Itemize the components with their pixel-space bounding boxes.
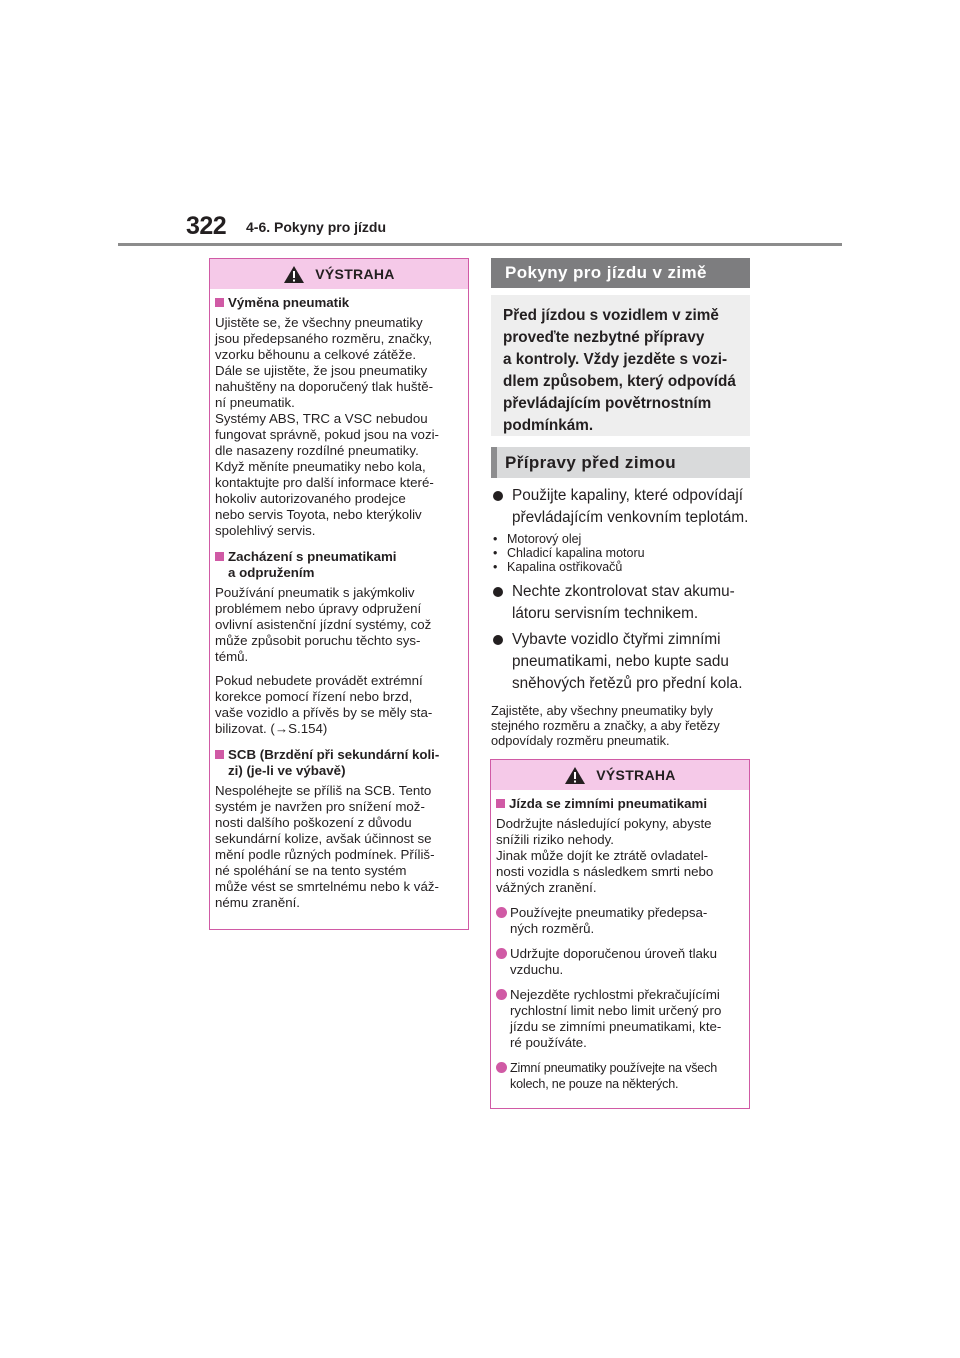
bullet-disc-icon (493, 587, 503, 597)
main-section-title: Pokyny pro jízdu v zimě (491, 258, 750, 288)
warning-list-item: Používejte pneumatiky předepsa- ných rozměrů. (496, 905, 743, 937)
section-label: 4-6. Pokyny pro jízdu (246, 219, 387, 235)
warning-paragraph: Nespoléhejte se příliš na SCB. Tento systém je navržen pro snížení mož- nosti dalšího poškození z důvodu sekundární kolize, avšak účinnost se mění podle různých podmínek. Příliš- né spoléhání se na tento systém může vést se smrtelnému nebo k váž- nému zranění. (215, 783, 439, 910)
dot-bullet-icon (496, 907, 507, 918)
warning-list-item: Udržujte doporučenou úroveň tlaku vzduchu. (496, 946, 743, 978)
page-number: 322 (186, 212, 227, 240)
right-warning-box (490, 759, 750, 1109)
warning-paragraph: Dodržujte následující pokyny, abyste snížili riziko nehody. Jinak může dojít ke ztrátě ovladatel- nosti vozidla s následkem smrti nebo vážných zranění. (496, 816, 714, 895)
bullet-disc-icon (493, 491, 503, 501)
sub-section-title: Přípravy před zimou (491, 447, 750, 478)
warning-triangle-icon (564, 766, 586, 785)
warning-title: VÝSTRAHA (596, 767, 676, 783)
warning-body (210, 289, 468, 925)
left-warning-box (209, 258, 469, 930)
warning-subheading: Zacházení s pneumatikami a odpružením (215, 549, 462, 581)
dot-bullet-icon (496, 989, 507, 1000)
bullet-disc-icon (493, 635, 503, 645)
warning-subheading: Jízda se zimními pneumatikami (496, 796, 743, 812)
dot-bullet-icon (496, 948, 507, 959)
bullet-item: Nechte zkontrolovat stav akumu- látoru servisním technikem. (493, 581, 755, 625)
fluid-list (493, 532, 743, 574)
list-item: • Kapalina ostřikovačů (493, 560, 623, 574)
warning-paragraph: Ujistěte se, že všechny pneumatiky jsou předepsaného rozměru, značky, vzorku běhounu a celkové zátěže. Dále se ujistěte, že jsou pneumatiky nahuštěny na doporučený tlak huště- ní pneumatik. Systémy ABS, TRC a VSC nebudou fungovat správně, pokud jsou na vozi- dle nasazeny rozdílné pneumatiky. Když měníte pneumatiky nebo kola, kontaktujte pro další informace které- hokoliv autorizovaného prodejce nebo servis Toyota, nebo kterýkoliv spolehlivý servis. (215, 315, 439, 538)
warning-paragraph: Používání pneumatik s jakýmkoliv problémem nebo úpravy odpružení ovlivní asistenční jízdní systémy, což může způsobit poruchu těchto sys- témů. (215, 585, 432, 664)
square-bullet-icon (215, 298, 224, 307)
warning-paragraph: Pokud nebudete provádět extrémní korekce pomocí řízení nebo brzd, vaše vozidlo a přívěs by se měly sta- bilizovat. (→S.154) (215, 673, 433, 736)
warning-header (210, 259, 468, 289)
list-item: • Motorový olej (493, 532, 582, 546)
warning-triangle-icon (283, 265, 305, 284)
warning-subheading: Výměna pneumatik (215, 295, 462, 311)
warning-list-item: Zimní pneumatiky používejte na všech kolech, ne pouze na některých. (496, 1060, 743, 1092)
square-bullet-icon (496, 799, 505, 808)
title-stripe (491, 447, 497, 478)
warning-title: VÝSTRAHA (315, 266, 395, 282)
square-bullet-icon (215, 750, 224, 759)
warning-header (491, 760, 749, 790)
list-item: • Chladicí kapalina motoru (493, 546, 645, 560)
note-text: Zajistěte, aby všechny pneumatiky byly stejného rozměru a značky, a aby řetězy odpovídaly rozměru pneumatik. (491, 703, 720, 748)
intro-box: Před jízdou s vozidlem v zimě proveďte nezbytné přípravy a kontroly. Vždy jezděte s vozi- dlem způsobem, který odpovídá převládajícím povětrnostním podmínkám. (491, 295, 750, 436)
bullet-item: Vybavte vozidlo čtyřmi zimními pneumatikami, nebo kupte sadu sněhových řetězů pro přední kola. (493, 629, 755, 695)
warning-subheading: SCB (Brzdění při sekundární koli- zi) (je-li ve výbavě) (215, 747, 462, 779)
dot-bullet-icon (496, 1062, 507, 1073)
square-bullet-icon (215, 552, 224, 561)
page-header (0, 0, 960, 250)
warning-list-item: Nejezděte rychlostmi překračujícími rychlostní limit nebo limit určený pro jízdu se zimními pneumatikami, kte- ré používáte. (496, 987, 743, 1051)
warning-body (491, 790, 749, 1098)
bullet-item: Použijte kapaliny, které odpovídají převládajícím venkovním teplotám. (493, 485, 755, 529)
header-divider (118, 243, 842, 246)
